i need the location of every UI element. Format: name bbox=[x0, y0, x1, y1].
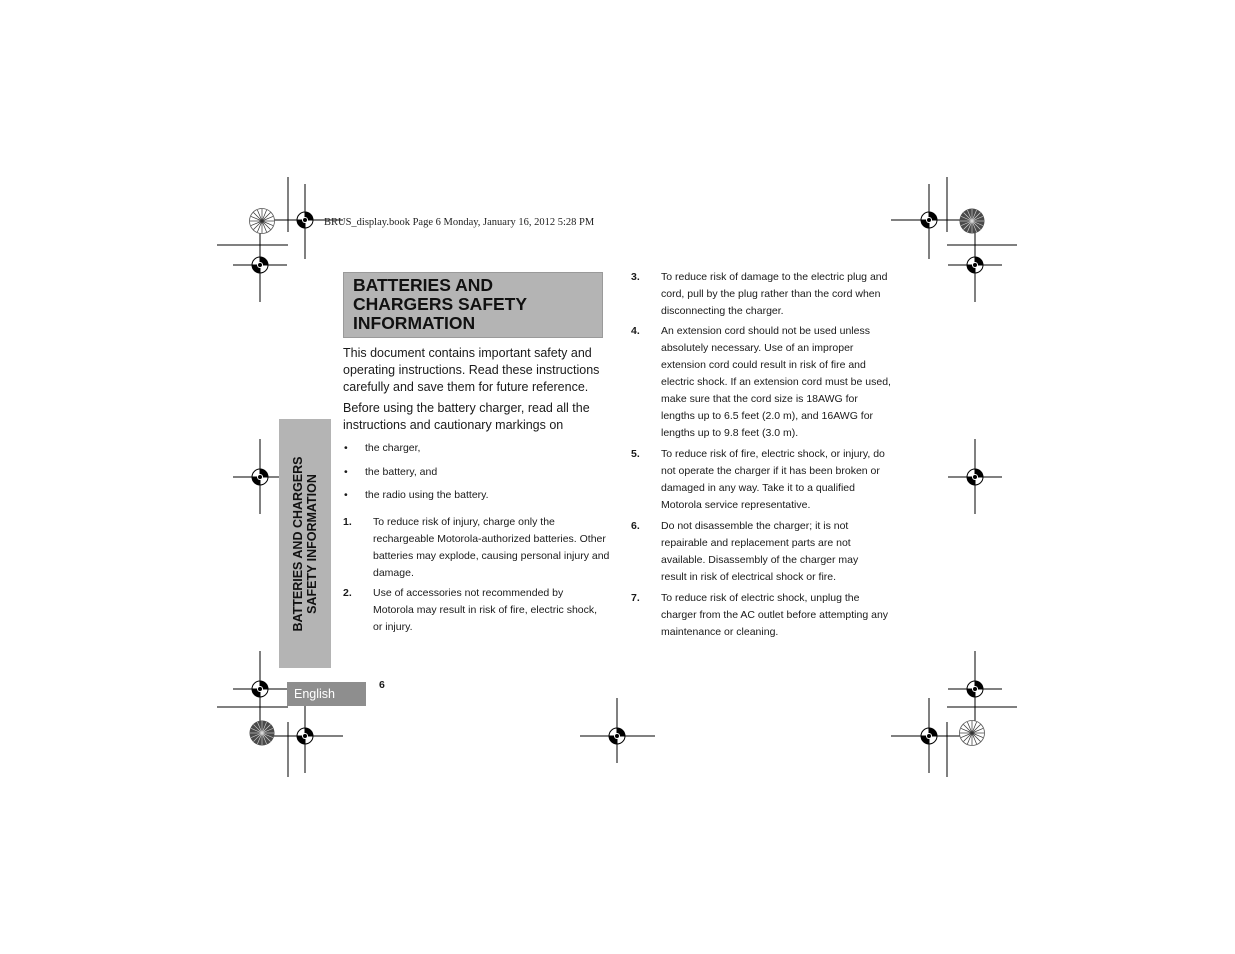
instruction-item-7 bbox=[631, 590, 891, 641]
item-text: An extension cord should not be used unless absolutely necessary. Use of an improper extension cord could result in risk of fire and electric shock. If an extension cord must be used, make sure that the cord size is 18AWG for lengths up to 6.5 feet (2.0 m), and 16AWG for lengths up to 9.8 feet (3.0 m). bbox=[661, 325, 891, 439]
side-tab-label bbox=[291, 419, 319, 668]
language-tab: English bbox=[287, 682, 366, 706]
list-item-text: the battery, and bbox=[365, 465, 438, 478]
item-number: 1. bbox=[343, 516, 352, 528]
list-item-text: the radio using the battery. bbox=[365, 489, 489, 501]
bullet-icon: • bbox=[344, 489, 348, 501]
item-number: 6. bbox=[631, 520, 640, 532]
file-info-header: BRUS_display.book Page 6 Monday, January 16, 2012 5:28 PM bbox=[324, 217, 595, 228]
side-tab-line-2: SAFETY INFORMATION bbox=[305, 473, 319, 614]
page-title: BATTERIES AND CHARGERS SAFETY INFORMATION bbox=[353, 275, 527, 333]
item-text: To reduce risk of electric shock, unplug the charger from the AC outlet before attempting any maintenance or cleaning. bbox=[661, 592, 889, 638]
item-number: 2. bbox=[343, 587, 352, 599]
item-text: To reduce risk of injury, charge only the rechargeable Motorola-authorized batteries. Other batteries may explode, causing personal injury and damage. bbox=[373, 516, 610, 579]
instruction-item-5 bbox=[631, 446, 893, 514]
instruction-item-6 bbox=[631, 518, 881, 586]
intro-paragraph: This document contains important safety and operating instructions. Read these instructions carefully and save them for future reference. bbox=[343, 346, 600, 394]
list-item-text: the charger, bbox=[365, 442, 421, 454]
side-tab bbox=[279, 419, 331, 668]
list-item bbox=[343, 464, 603, 488]
intro-paragraph-2: Before using the battery charger, read all the instructions and cautionary markings on bbox=[343, 401, 590, 432]
item-text: Do not disassemble the charger; it is not repairable and replacement parts are not available. Disassembly of the charger may result in risk of electrical shock or fire. bbox=[661, 520, 859, 583]
list-item bbox=[343, 440, 603, 464]
instruction-item-3 bbox=[631, 269, 891, 320]
page-number: 6 bbox=[379, 679, 385, 691]
bullet-icon: • bbox=[344, 465, 348, 478]
item-number: 4. bbox=[631, 325, 640, 337]
instruction-item-4 bbox=[631, 323, 891, 442]
item-number: 5. bbox=[631, 448, 640, 460]
item-text: Use of accessories not recommended by Motorola may result in risk of fire, electric shock, or injury. bbox=[373, 587, 598, 633]
list-item bbox=[343, 487, 603, 511]
section-title-box bbox=[343, 272, 603, 338]
item-text: To reduce risk of damage to the electric plug and cord, pull by the plug rather than the cord when disconnecting the charger. bbox=[661, 271, 888, 317]
bullet-icon: • bbox=[344, 442, 348, 454]
item-text: To reduce risk of fire, electric shock, or injury, do not operate the charger if it has been broken or damaged in any way. Take it to a qualified Motorola service representative. bbox=[661, 448, 885, 511]
side-tab-line-1: BATTERIES AND CHARGERS bbox=[291, 456, 305, 632]
item-number: 3. bbox=[631, 271, 640, 283]
markings-list bbox=[343, 440, 603, 511]
item-number: 7. bbox=[631, 592, 640, 604]
instruction-item-2 bbox=[343, 585, 605, 636]
instruction-item-1 bbox=[343, 514, 613, 582]
